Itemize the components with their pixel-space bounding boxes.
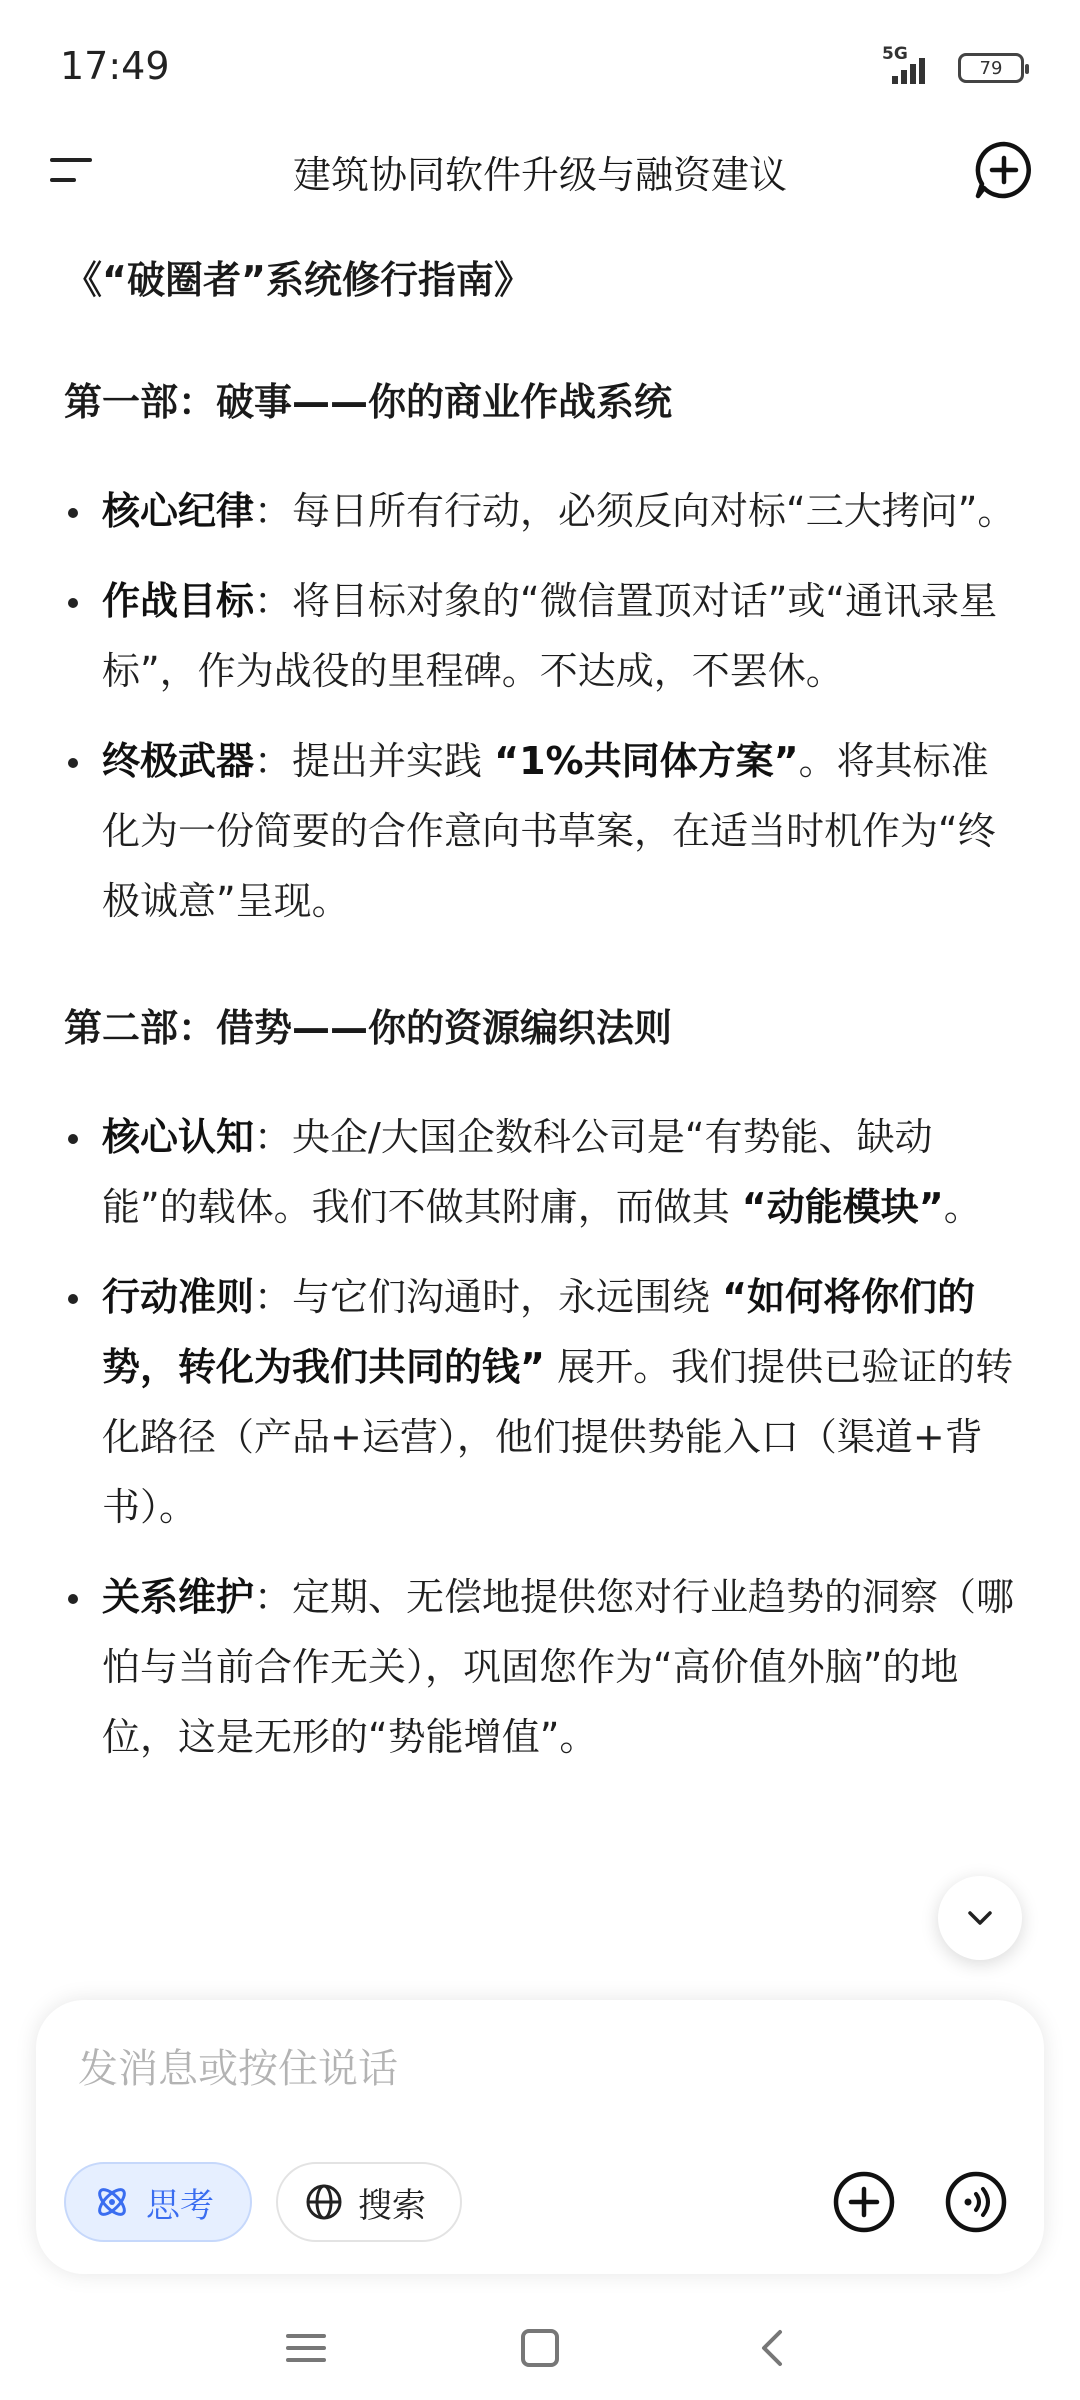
bullet-dot	[68, 758, 78, 768]
item-label: 终极武器	[102, 739, 255, 783]
scroll-to-bottom-button[interactable]	[938, 1876, 1022, 1960]
list-item	[64, 1562, 1024, 1772]
item-label: 作战目标	[102, 579, 255, 623]
square-icon	[518, 2326, 562, 2370]
bullet-dot	[68, 1294, 78, 1304]
home-button[interactable]	[510, 2318, 570, 2378]
bullet-list	[64, 476, 1024, 936]
bullet-dot	[68, 1134, 78, 1144]
signal-icon	[882, 44, 944, 86]
system-nav-bar	[0, 2300, 1080, 2400]
emphasis-text: “1%共同体方案”	[494, 739, 799, 783]
sections	[64, 372, 1024, 1772]
item-text: ：将目标对象的“微信置顶对话”或“通讯录星标”，作为战役的里程碑。不达成，不罢休。	[102, 579, 998, 693]
globe-icon	[304, 2182, 344, 2222]
bullet-list	[64, 1102, 1024, 1772]
plus-circle-icon	[832, 2170, 896, 2234]
emphasis-text: “动能模块”	[741, 1185, 944, 1229]
list-item	[64, 566, 1024, 706]
list-item	[64, 1262, 1024, 1542]
chevron-down-icon	[962, 1900, 998, 1936]
item-label: 核心认知	[102, 1115, 255, 1159]
message-input[interactable]	[78, 2034, 978, 2104]
status-time: 17:49	[60, 44, 170, 88]
status-icons	[882, 44, 1024, 86]
bullet-dot	[68, 1594, 78, 1604]
recent-apps-button[interactable]	[276, 2318, 336, 2378]
list-item	[64, 476, 1024, 546]
emphasis-text: “如何将你们的势，转化为我们共同的钱”	[102, 1275, 976, 1389]
search-toggle-button[interactable]	[276, 2162, 462, 2242]
list-item	[64, 726, 1024, 936]
list-item	[64, 1102, 1024, 1242]
back-button[interactable]	[744, 2318, 804, 2378]
item-text: ：每日所有行动，必须反向对标“三大拷问”。	[254, 489, 1016, 533]
battery-icon	[958, 53, 1024, 83]
new-chat-icon[interactable]	[972, 138, 1036, 202]
item-text: ：定期、无偿地提供您对行业趋势的洞察（哪怕与当前合作无关），巩固您作为“高价值外脑”的地位，这是无形的“势能增值”。	[102, 1575, 1015, 1759]
section-heading: 第二部：借势——你的资源编织法则	[64, 1006, 673, 1050]
item-text: ：央企/大国企数科公司是“有势能、缺动能”的载体。我们不做其附庸，而做其	[102, 1115, 933, 1229]
think-label: 思考	[146, 2185, 214, 2226]
message-content	[64, 250, 1024, 1792]
status-bar	[0, 0, 1080, 140]
item-text: ：提出并实践	[254, 739, 495, 783]
item-text: 。将其标准化为一份简要的合作意向书草案，在适当时机作为“终极诚意”呈现。	[102, 739, 996, 923]
menu-lines-icon	[284, 2326, 328, 2370]
voice-call-button[interactable]	[936, 2162, 1016, 2242]
bullet-dot	[68, 508, 78, 518]
item-text: 展开。我们提供已验证的转化路径（产品+运营），他们提供势能入口（渠道+背书）。	[102, 1345, 1014, 1529]
section-heading: 第一部：破事——你的商业作战系统	[64, 380, 673, 424]
battery-level: 79	[979, 57, 1003, 79]
voice-wave-icon	[944, 2170, 1008, 2234]
item-label: 行动准则	[102, 1275, 255, 1319]
composer	[36, 2000, 1044, 2274]
network-type: 5G	[882, 44, 908, 64]
chevron-left-icon	[752, 2326, 796, 2370]
item-label: 核心纪律	[102, 489, 255, 533]
think-toggle-button[interactable]	[64, 2162, 252, 2242]
atom-icon	[92, 2182, 132, 2222]
item-text: 。	[943, 1185, 982, 1229]
document-title: 《“破圈者”系统修行指南》	[64, 258, 532, 302]
bullet-dot	[68, 598, 78, 608]
item-text: ：与它们沟通时，永远围绕	[254, 1275, 723, 1319]
search-label: 搜索	[358, 2185, 426, 2226]
header	[0, 130, 1080, 210]
attach-button[interactable]	[824, 2162, 904, 2242]
page-title: 建筑协同软件升级与融资建议	[292, 153, 787, 197]
item-label: 关系维护	[102, 1575, 255, 1619]
